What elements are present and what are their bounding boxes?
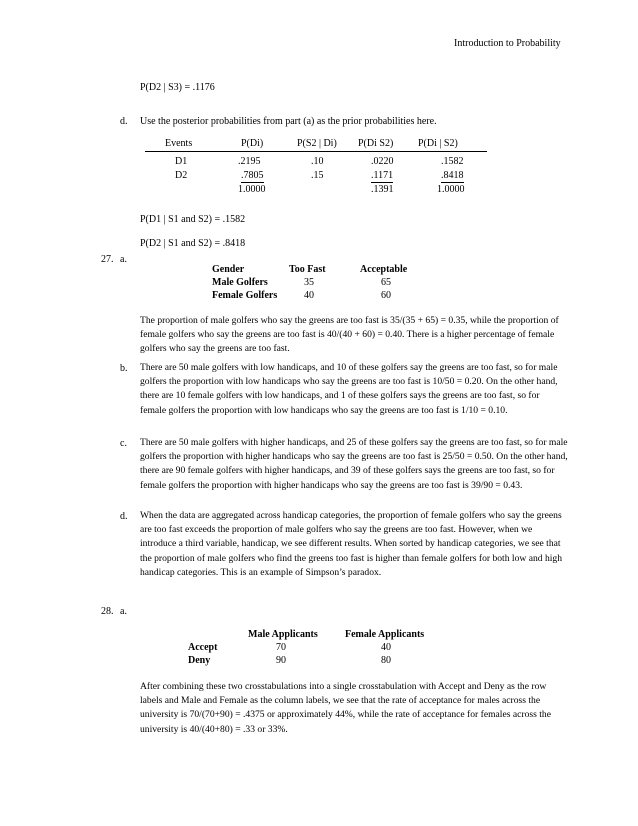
golfers-header-too-fast: Too Fast bbox=[289, 264, 326, 275]
applicants-row-deny-female: 80 bbox=[381, 655, 391, 666]
table1-total-p-di-s2: .1391 bbox=[371, 184, 394, 195]
q27-d-text: When the data are aggregated across handicap categories, the proportion of female golfers who say the greens are too fast exceeds the proportion of male golfers who say the greens are too fast. However, when we introduce a third variable, handicap, we see different results. When sorted by handicap categories, we see that the proportion of male golfers who find the greens too fast is higher than female golfers for both low and high handicap categories. This is an example of Simpson’s paradox. bbox=[140, 510, 563, 578]
table1-header-events: Events bbox=[165, 138, 193, 149]
applicants-header-female: Female Applicants bbox=[345, 629, 425, 640]
part-d-label: d. bbox=[120, 116, 128, 127]
result-d1: P(D1 | S1 and S2) = .1582 bbox=[140, 214, 246, 225]
table1-row1-event: D1 bbox=[175, 156, 188, 167]
q27-b-label: b. bbox=[120, 363, 128, 374]
part-d-text: Use the posterior probabilities from part (a) as the prior probabilities here. bbox=[140, 116, 437, 127]
applicants-row-accept-female: 40 bbox=[381, 642, 391, 653]
table1-header-rule bbox=[145, 151, 487, 152]
q27-number: 27. bbox=[101, 254, 114, 265]
table1-row2-event: D2 bbox=[175, 170, 188, 181]
table1-header-p-di-given-s2: P(Di | S2) bbox=[418, 138, 458, 149]
golfers-row-female-too-fast: 40 bbox=[304, 290, 314, 301]
table1-row1-p-di: .2195 bbox=[238, 156, 261, 167]
golfers-row-male-label: Male Golfers bbox=[212, 277, 268, 288]
table1-row1-p-di-s2: .0220 bbox=[371, 156, 394, 167]
table1-row2-p-di-given-s2: .8418 bbox=[441, 170, 464, 181]
applicants-row-deny-label: Deny bbox=[188, 655, 211, 666]
running-header: Introduction to Probability bbox=[454, 38, 561, 49]
applicants-header-male: Male Applicants bbox=[248, 629, 318, 640]
table1-total-p-di-given-s2: 1.0000 bbox=[437, 184, 465, 195]
table1-row2-p-di-s2: .1171 bbox=[371, 170, 394, 181]
golfers-header-gender: Gender bbox=[212, 264, 245, 275]
q27-a-text: The proportion of male golfers who say the greens are too fast is 35/(35 + 65) = 0.35, while the proportion of female golfers who say the greens are too fast is 40/(40 + 60) = 0.40. There is a higher percentage of female golfers who say the greens are too fast. bbox=[140, 315, 559, 355]
applicants-row-accept-label: Accept bbox=[188, 642, 218, 653]
table1-total-p-di: 1.0000 bbox=[238, 184, 266, 195]
top-equation: P(D2 | S3) = .1176 bbox=[140, 82, 215, 93]
q28-a-label: a. bbox=[120, 606, 127, 617]
table1-header-p-s2-given-di: P(S2 | Di) bbox=[297, 138, 337, 149]
golfers-row-female-label: Female Golfers bbox=[212, 290, 278, 301]
table1-row1-p-s2-given-di: .10 bbox=[311, 156, 324, 167]
golfers-row-female-acceptable: 60 bbox=[381, 290, 391, 301]
table1-row1-p-di-given-s2: .1582 bbox=[441, 156, 464, 167]
q27-c-text: There are 50 male golfers with higher handicaps, and 25 of these golfers say the greens are too fast, so for male golfers the proportion with higher handicaps who say the greens are too fast is 25/50 = 0.50. On the other hand, there are 90 female golfers with higher handicaps, and 39 of these golfers says the greens are too fast, so for female golfers the proportion with higher handicaps who say the greens are too fast is 39/90 = 0.43. bbox=[140, 437, 568, 491]
table1-header-p-di: P(Di) bbox=[241, 138, 264, 149]
q27-b-text: There are 50 male golfers with low handicaps, and 10 of these golfers say the greens are too fast, so for male golfers the proportion with low handicaps who say the greens are too fast is 10/50 = 0.20. On the other hand, there are 10 female golfers with low handicaps, and 1 of these golfers says the greens are too fast, so for female golfers the proportion with low handicaps who say the greens are too fast is 1/10 = 0.10. bbox=[140, 362, 558, 416]
golfers-header-acceptable: Acceptable bbox=[360, 264, 408, 275]
result-d2: P(D2 | S1 and S2) = .8418 bbox=[140, 238, 246, 249]
table1-header-p-di-s2: P(Di S2) bbox=[358, 138, 394, 149]
q27-c-label: c. bbox=[120, 438, 127, 449]
q28-a-text: After combining these two crosstabulations into a single crosstabulation with Accept and Deny as the row labels and Male and Female as the column labels, we see that the rate of acceptance for males across the university is 70/(70+90) = .4375 or approximately 44%, while the rate of acceptance for females across the university is 40/(40+80) = .33 or 33%. bbox=[140, 681, 551, 735]
q28-number: 28. bbox=[101, 606, 114, 617]
applicants-row-accept-male: 70 bbox=[276, 642, 286, 653]
applicants-row-deny-male: 90 bbox=[276, 655, 286, 666]
table1-row2-p-s2-given-di: .15 bbox=[311, 170, 324, 181]
table1-row2-p-di: .7805 bbox=[241, 170, 264, 181]
q27-d-label: d. bbox=[120, 511, 128, 522]
golfers-row-male-too-fast: 35 bbox=[304, 277, 314, 288]
golfers-row-male-acceptable: 65 bbox=[381, 277, 391, 288]
q27-a-label: a. bbox=[120, 254, 127, 265]
